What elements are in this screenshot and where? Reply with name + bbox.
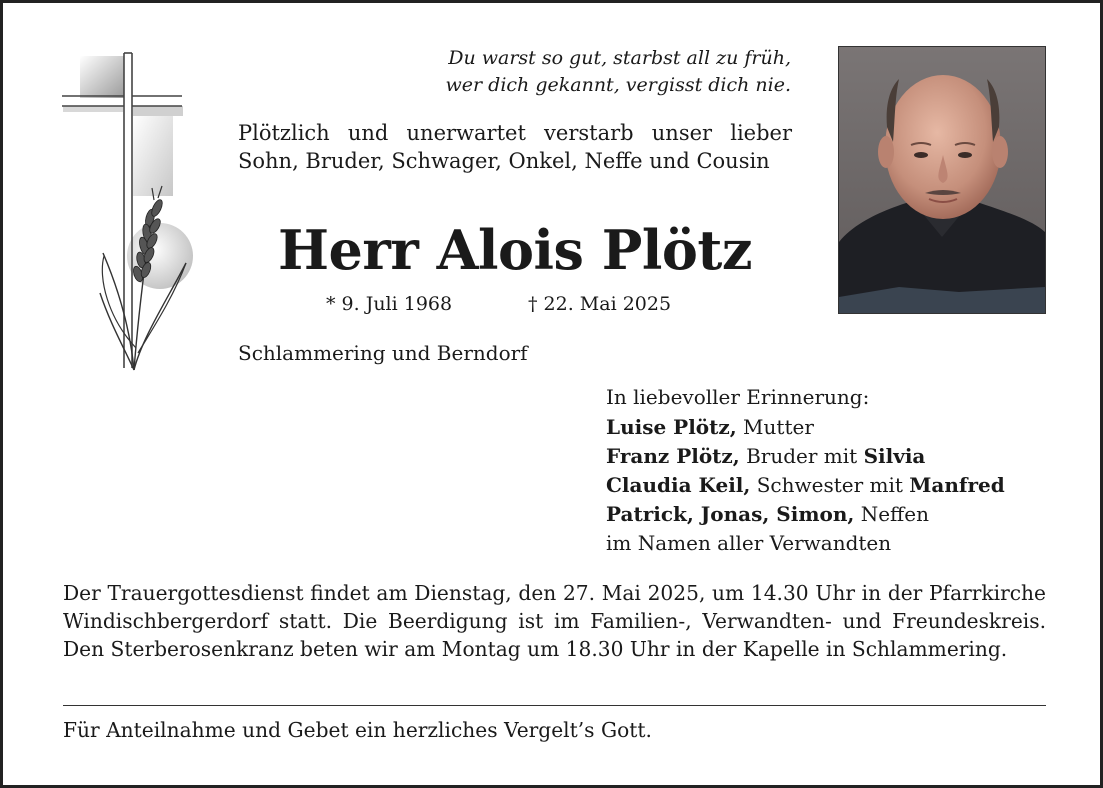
residence: Schlammering und Berndorf: [238, 341, 528, 365]
verse-line-1: Du warst so gut, starbst all zu früh,: [448, 47, 791, 69]
mourner-row: [606, 413, 1051, 442]
mourners-list: [606, 383, 1051, 558]
mourner-partner: Manfred: [909, 473, 1005, 497]
verse-line-2: wer dich gekannt, vergisst dich nie.: [445, 74, 791, 96]
mourner-name: Claudia Keil,: [606, 473, 751, 497]
portrait-image: [839, 47, 1045, 313]
mourner-relation: Bruder mit: [739, 444, 864, 468]
mourners-closing: im Namen aller Verwandten: [606, 531, 892, 555]
service-details: Der Trauergottesdienst findet am Dienstag, den 27. Mai 2025, um 14.30 Uhr in der Pfarrkirche Windischbergerdorf statt. Die Beerdigung ist im Familien-, Verwandten- und Freundeskreis. Den Sterberosenkranz beten wir am Montag um 18.30 Uhr in der Kapelle in Schlammering.: [63, 581, 1046, 661]
mourner-name: Patrick, Jonas, Simon,: [606, 502, 855, 526]
mourner-row: [606, 500, 1051, 529]
mourner-partner: Silvia: [863, 444, 926, 468]
cross-with-wheat-icon: [58, 48, 193, 373]
birth-date: * 9. Juli 1968: [326, 293, 453, 315]
deceased-name: Herr Alois Plötz: [278, 218, 752, 282]
mourner-row: [606, 471, 1051, 500]
thanks-text: Für Anteilnahme und Gebet ein herzliches Vergelt’s Gott.: [63, 718, 652, 742]
mourner-name: Franz Plötz,: [606, 444, 740, 468]
mourners-heading: In liebevoller Erinnerung:: [606, 385, 870, 409]
mourner-name: Luise Plötz,: [606, 415, 737, 439]
divider: [63, 705, 1046, 706]
mourner-relation: Schwester mit: [750, 473, 910, 497]
intro-text: Plötzlich und unerwartet verstarb unser lieber Sohn, Bruder, Schwager, Onkel, Neffe und Cousin: [238, 121, 792, 173]
portrait-photo: [838, 46, 1046, 314]
mourner-relation: Neffen: [854, 502, 929, 526]
death-date: † 22. Mai 2025: [528, 293, 672, 315]
mourner-row: [606, 442, 1051, 471]
mourner-relation: Mutter: [736, 415, 814, 439]
memorial-verse: [303, 45, 791, 99]
